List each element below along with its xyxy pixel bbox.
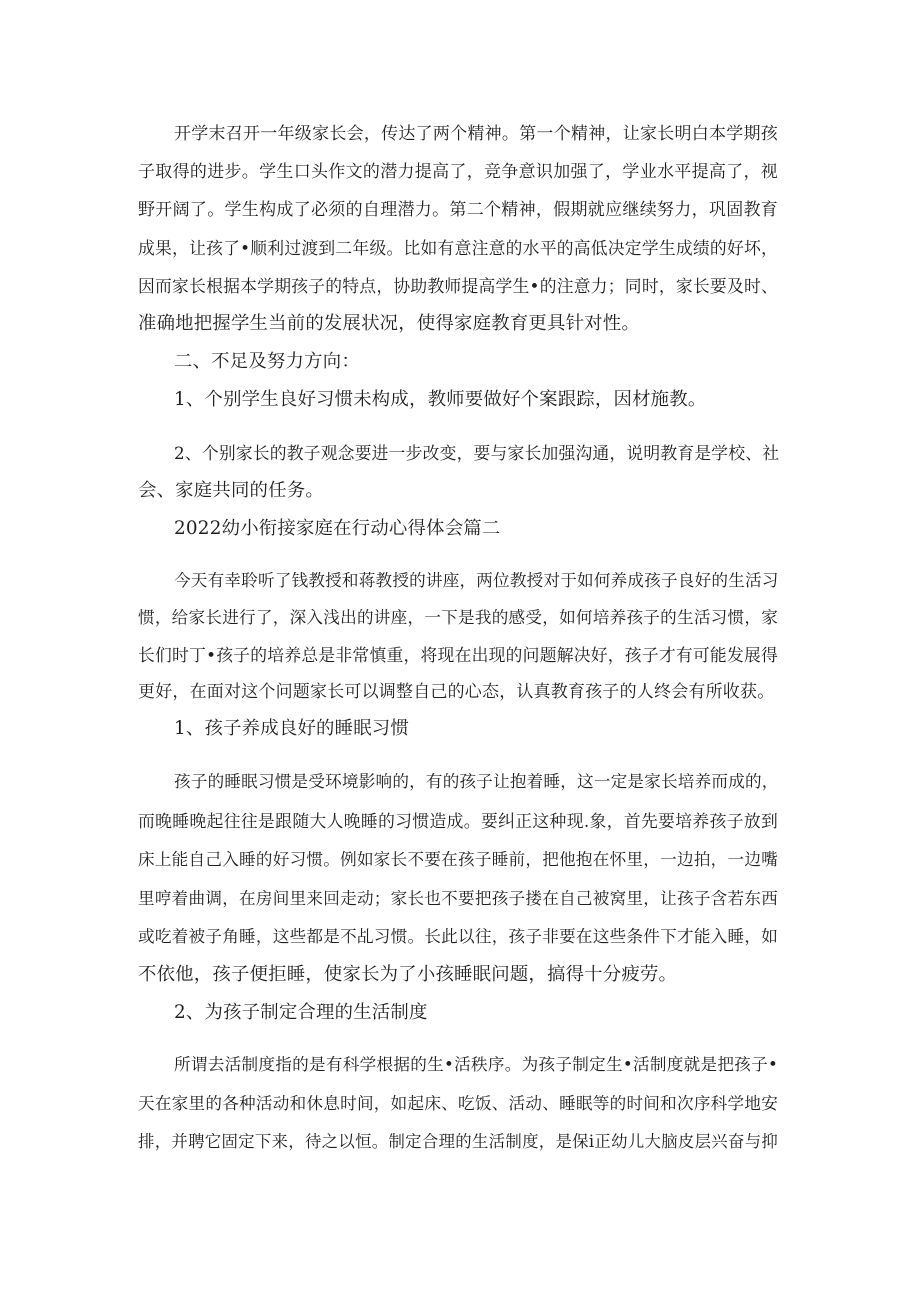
paragraph-1-line-5: 因而家长根据本学期孩子的特点，协助教师提高学生•的注意力；同时，家长要及时、 [138, 276, 778, 296]
paragraph-4-line-2: 天在家里的各种活动和休息时间，如起床、吃饭、活动、睡眠等的时间和次序科学地安 [138, 1094, 778, 1113]
paragraph-1-line-4: 成果，让孩了•顺利过渡到二年级。比如有意注意的水平的高低决定学生成绩的好坏， [138, 238, 778, 258]
paragraph-2-line-1: 今天有幸聆听了钱教授和蒋教授的讲座，两位教授对于如何养成孩子良好的生活习 [174, 571, 779, 590]
paragraph-1-line-6: 准确地把握学生当前的发展状况，使得家庭教育更具针对性。 [138, 313, 640, 334]
section-title: 2022幼小衔接家庭在行动心得体会篇二 [174, 518, 501, 539]
paragraph-2-line-3: 长们时丁•孩子的培养总是非常慎重，将现在出现的问题解决好，孩子才有可能发展得 [138, 645, 778, 665]
heading-shortcomings: 二、不足及努力方向： [174, 351, 360, 372]
paragraph-1-line-3: 野开阔了。学生构成了必须的自理潜力。第二个精神，假期就应继续努力，巩固教育 [138, 200, 778, 220]
paragraph-2-line-2: 惯，给家长进行了，深入浅出的讲座，一下是我的感受，如何培养孩子的生活习惯，家 [138, 608, 778, 627]
paragraph-4-line-3: 排，并聘它固定下来，待之以恒。制定合理的生活制度，是保i正幼儿大脑皮层兴奋与抑 [138, 1132, 778, 1151]
list-item-2-line-2: 会、家庭共同的任务。 [138, 480, 324, 501]
paragraph-4-line-1: 所谓去活制度指的是有科学根据的生•活秩序。为孩子制定生•活制度就是把孩子• [174, 1055, 778, 1074]
paragraph-3-line-6: 不依他，孩子便拒睡，使家长为了小孩睡眠问题，搞得十分疲劳。 [138, 964, 678, 985]
paragraph-3-line-5: 或吃着被子角睡，这些都是不乩习惯。长此以往，孩子非要在这些条件下才能入睡，如 [138, 927, 778, 946]
subheading-sleep-habits: 1、孩子养成良好的睡眠习惯 [174, 718, 409, 739]
paragraph-3-line-2: 而晚睡晚起往往是跟随大人晚睡的习惯造成。要纠正这种现.象，首先要培养孩子放到 [138, 811, 778, 831]
paragraph-3-line-3: 床上能自己入睡的好习惯。例如家长不要在孩子睡前，把他抱在怀里，一边拍，一边嘴 [138, 850, 778, 869]
paragraph-3-line-1: 孩子的睡眠习惯是受环境影响的，有的孩子让抱着睡，这一定是家长培养而成的， [174, 772, 779, 791]
paragraph-3-line-4: 里哼着曲调，在房间里来回走动；家长也不要把孩子搂在自己被窝里，让孩子含若东西 [138, 889, 778, 908]
list-item-2-line-1: 2、个别家长的教子观念要进一步改变，要与家长加强沟通，说明教育是学校、社 [174, 443, 780, 463]
list-item-1: 1、个别学生良好习惯未构成，教师要做好个案跟踪，因材施教。 [174, 389, 707, 410]
paragraph-1-line-1: 开学末召开一年级家长会，传达了两个精神。第一个精神，让家长明白本学期孩 [174, 124, 778, 144]
paragraph-1-line-2: 子取得的进步。学生口头作文的潜力提高了，竞争意识加强了，学业水平提高了，视 [138, 162, 778, 182]
paragraph-2-line-4: 更好，在面对这个问题家长可以调整自己的心态，认真教育孩子的人终会有所收获。 [138, 682, 775, 702]
subheading-daily-routine: 2、为孩子制定合理的生活制度 [174, 1002, 428, 1023]
